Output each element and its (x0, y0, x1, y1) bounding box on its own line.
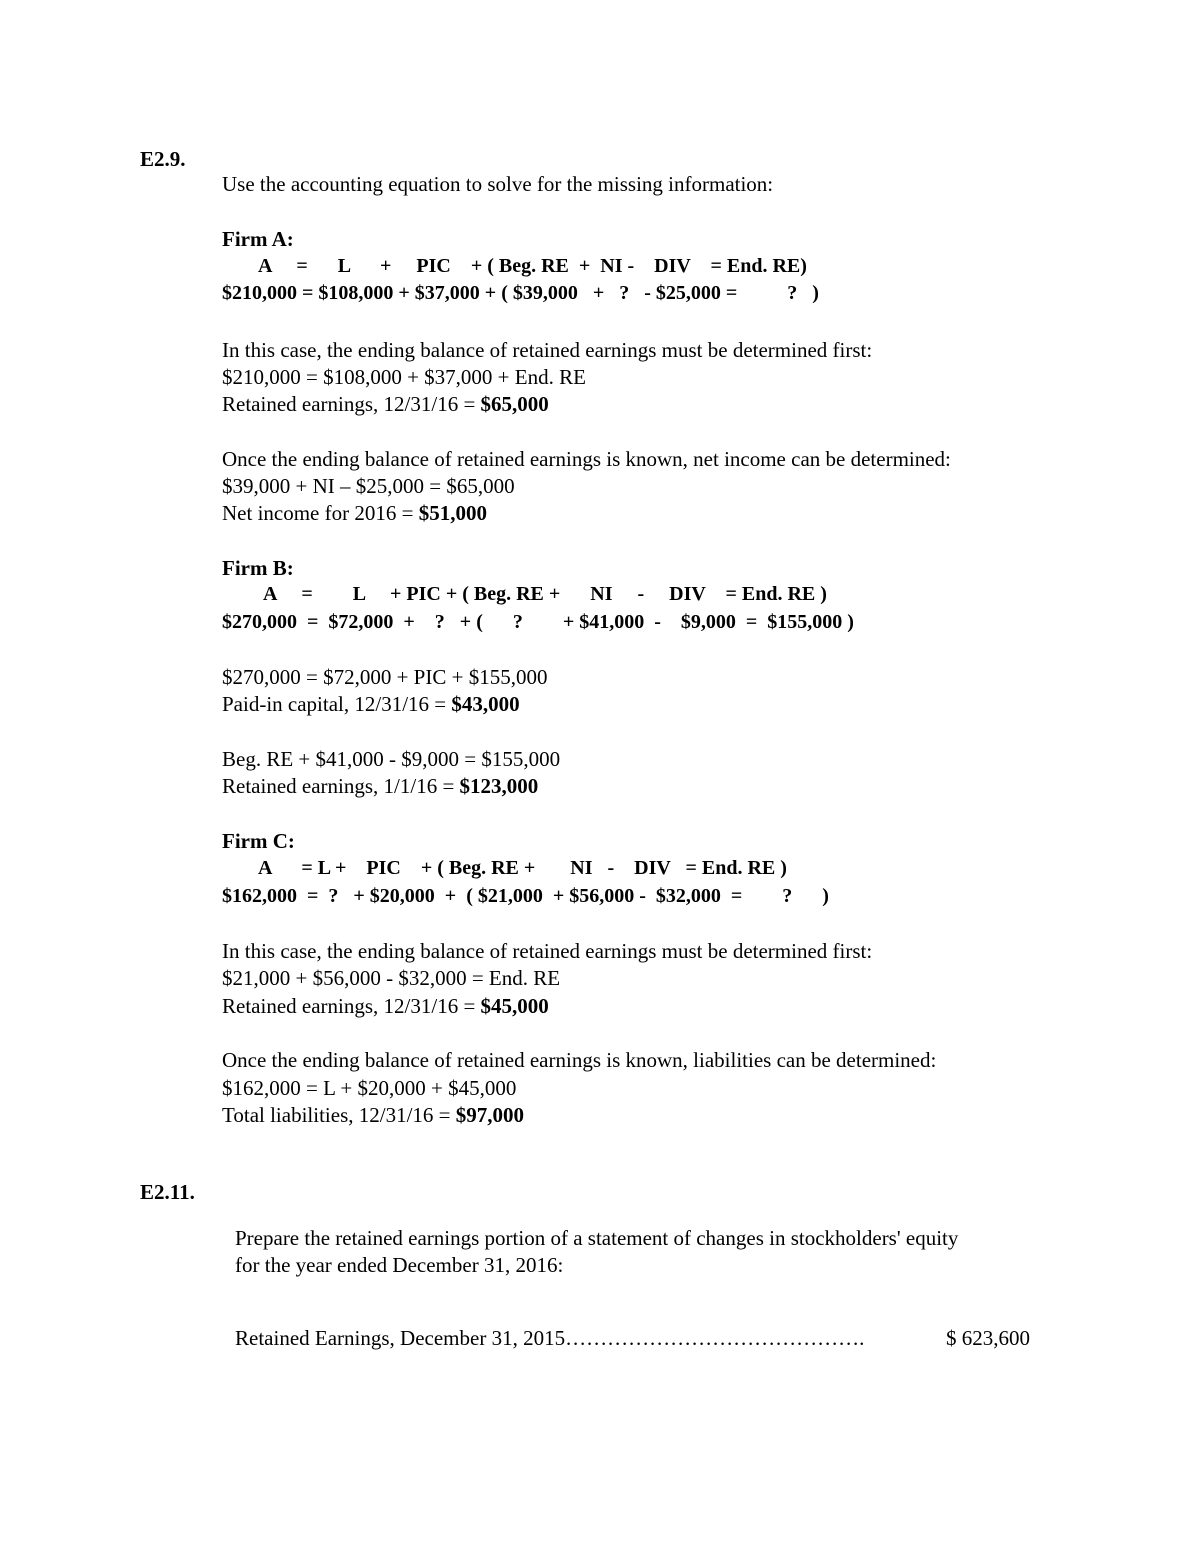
firm-a-step1-intro: In this case, the ending balance of retained earnings must be determined first: (222, 338, 873, 362)
firm-a-step2-result (222, 501, 487, 525)
firm-a-label: Firm A: (222, 227, 294, 251)
retained-earnings-row-value: $ 623,600 (946, 1326, 1030, 1350)
result-value: $43,000 (451, 692, 520, 716)
retained-earnings-row-label: Retained Earnings, December 31, 2015……………………………………. (235, 1326, 865, 1350)
firm-c-equation-values: $162,000 = ? + $20,000 + ( $21,000 + $56,000 - $32,000 = ? ) (222, 885, 829, 907)
result-value: $65,000 (480, 392, 549, 416)
firm-a-step1-result (222, 392, 549, 416)
exercise-heading-e211: E2.11. (140, 1180, 195, 1204)
result-label: Total liabilities, 12/31/16 = (222, 1103, 456, 1127)
firm-b-step2-equation: Beg. RE + $41,000 - $9,000 = $155,000 (222, 747, 561, 771)
firm-a-step2-equation: $39,000 + NI – $25,000 = $65,000 (222, 474, 515, 498)
result-value: $97,000 (455, 1103, 525, 1127)
e211-instruction-line2: for the year ended December 31, 2016: (235, 1253, 564, 1277)
firm-b-equation-values: $270,000 = $72,000 + ? + ( ? + $41,000 - $9,000 = $155,000 ) (222, 611, 854, 633)
firm-c-step1-result (222, 994, 549, 1018)
firm-b-label: Firm B: (222, 556, 294, 580)
firm-a-step2-intro: Once the ending balance of retained earnings is known, net income can be determined: (222, 447, 951, 471)
firm-c-step2-result (222, 1103, 524, 1127)
e211-instruction-line1: Prepare the retained earnings portion of a statement of changes in stockholders' equity (235, 1226, 959, 1250)
result-value: $123,000 (459, 774, 539, 798)
result-value: $45,000 (480, 994, 549, 1018)
firm-b-equation-header: A = L + PIC + ( Beg. RE + NI - DIV = End. RE ) (263, 583, 827, 605)
result-label: Paid-in capital, 12/31/16 = (222, 692, 452, 716)
firm-b-step1-result (222, 692, 520, 716)
firm-b-step2-result (222, 774, 538, 798)
firm-a-equation-header: A = L + PIC + ( Beg. RE + NI - DIV = End. RE) (258, 255, 807, 277)
result-label: Net income for 2016 = (222, 501, 419, 525)
result-value: $51,000 (418, 501, 487, 525)
firm-c-step1-intro: In this case, the ending balance of retained earnings must be determined first: (222, 939, 873, 963)
firm-c-step2-intro: Once the ending balance of retained earnings is known, liabilities can be determined: (222, 1048, 937, 1072)
firm-c-step1-equation: $21,000 + $56,000 - $32,000 = End. RE (222, 966, 561, 990)
exercise-instruction: Use the accounting equation to solve for the missing information: (222, 172, 774, 196)
firm-c-label: Firm C: (222, 829, 295, 853)
firm-c-step2-equation: $162,000 = L + $20,000 + $45,000 (222, 1076, 517, 1100)
firm-b-step1-equation: $270,000 = $72,000 + PIC + $155,000 (222, 665, 548, 689)
firm-a-equation-values: $210,000 = $108,000 + $37,000 + ( $39,000 + ? - $25,000 = ? ) (222, 282, 819, 304)
result-label: Retained earnings, 1/1/16 = (222, 774, 460, 798)
firm-c-equation-header: A = L + PIC + ( Beg. RE + NI - DIV = End. RE ) (258, 857, 787, 879)
result-label: Retained earnings, 12/31/16 = (222, 994, 481, 1018)
exercise-heading-e29: E2.9. (140, 147, 186, 171)
result-label: Retained earnings, 12/31/16 = (222, 392, 481, 416)
firm-a-step1-equation: $210,000 = $108,000 + $37,000 + End. RE (222, 365, 586, 389)
